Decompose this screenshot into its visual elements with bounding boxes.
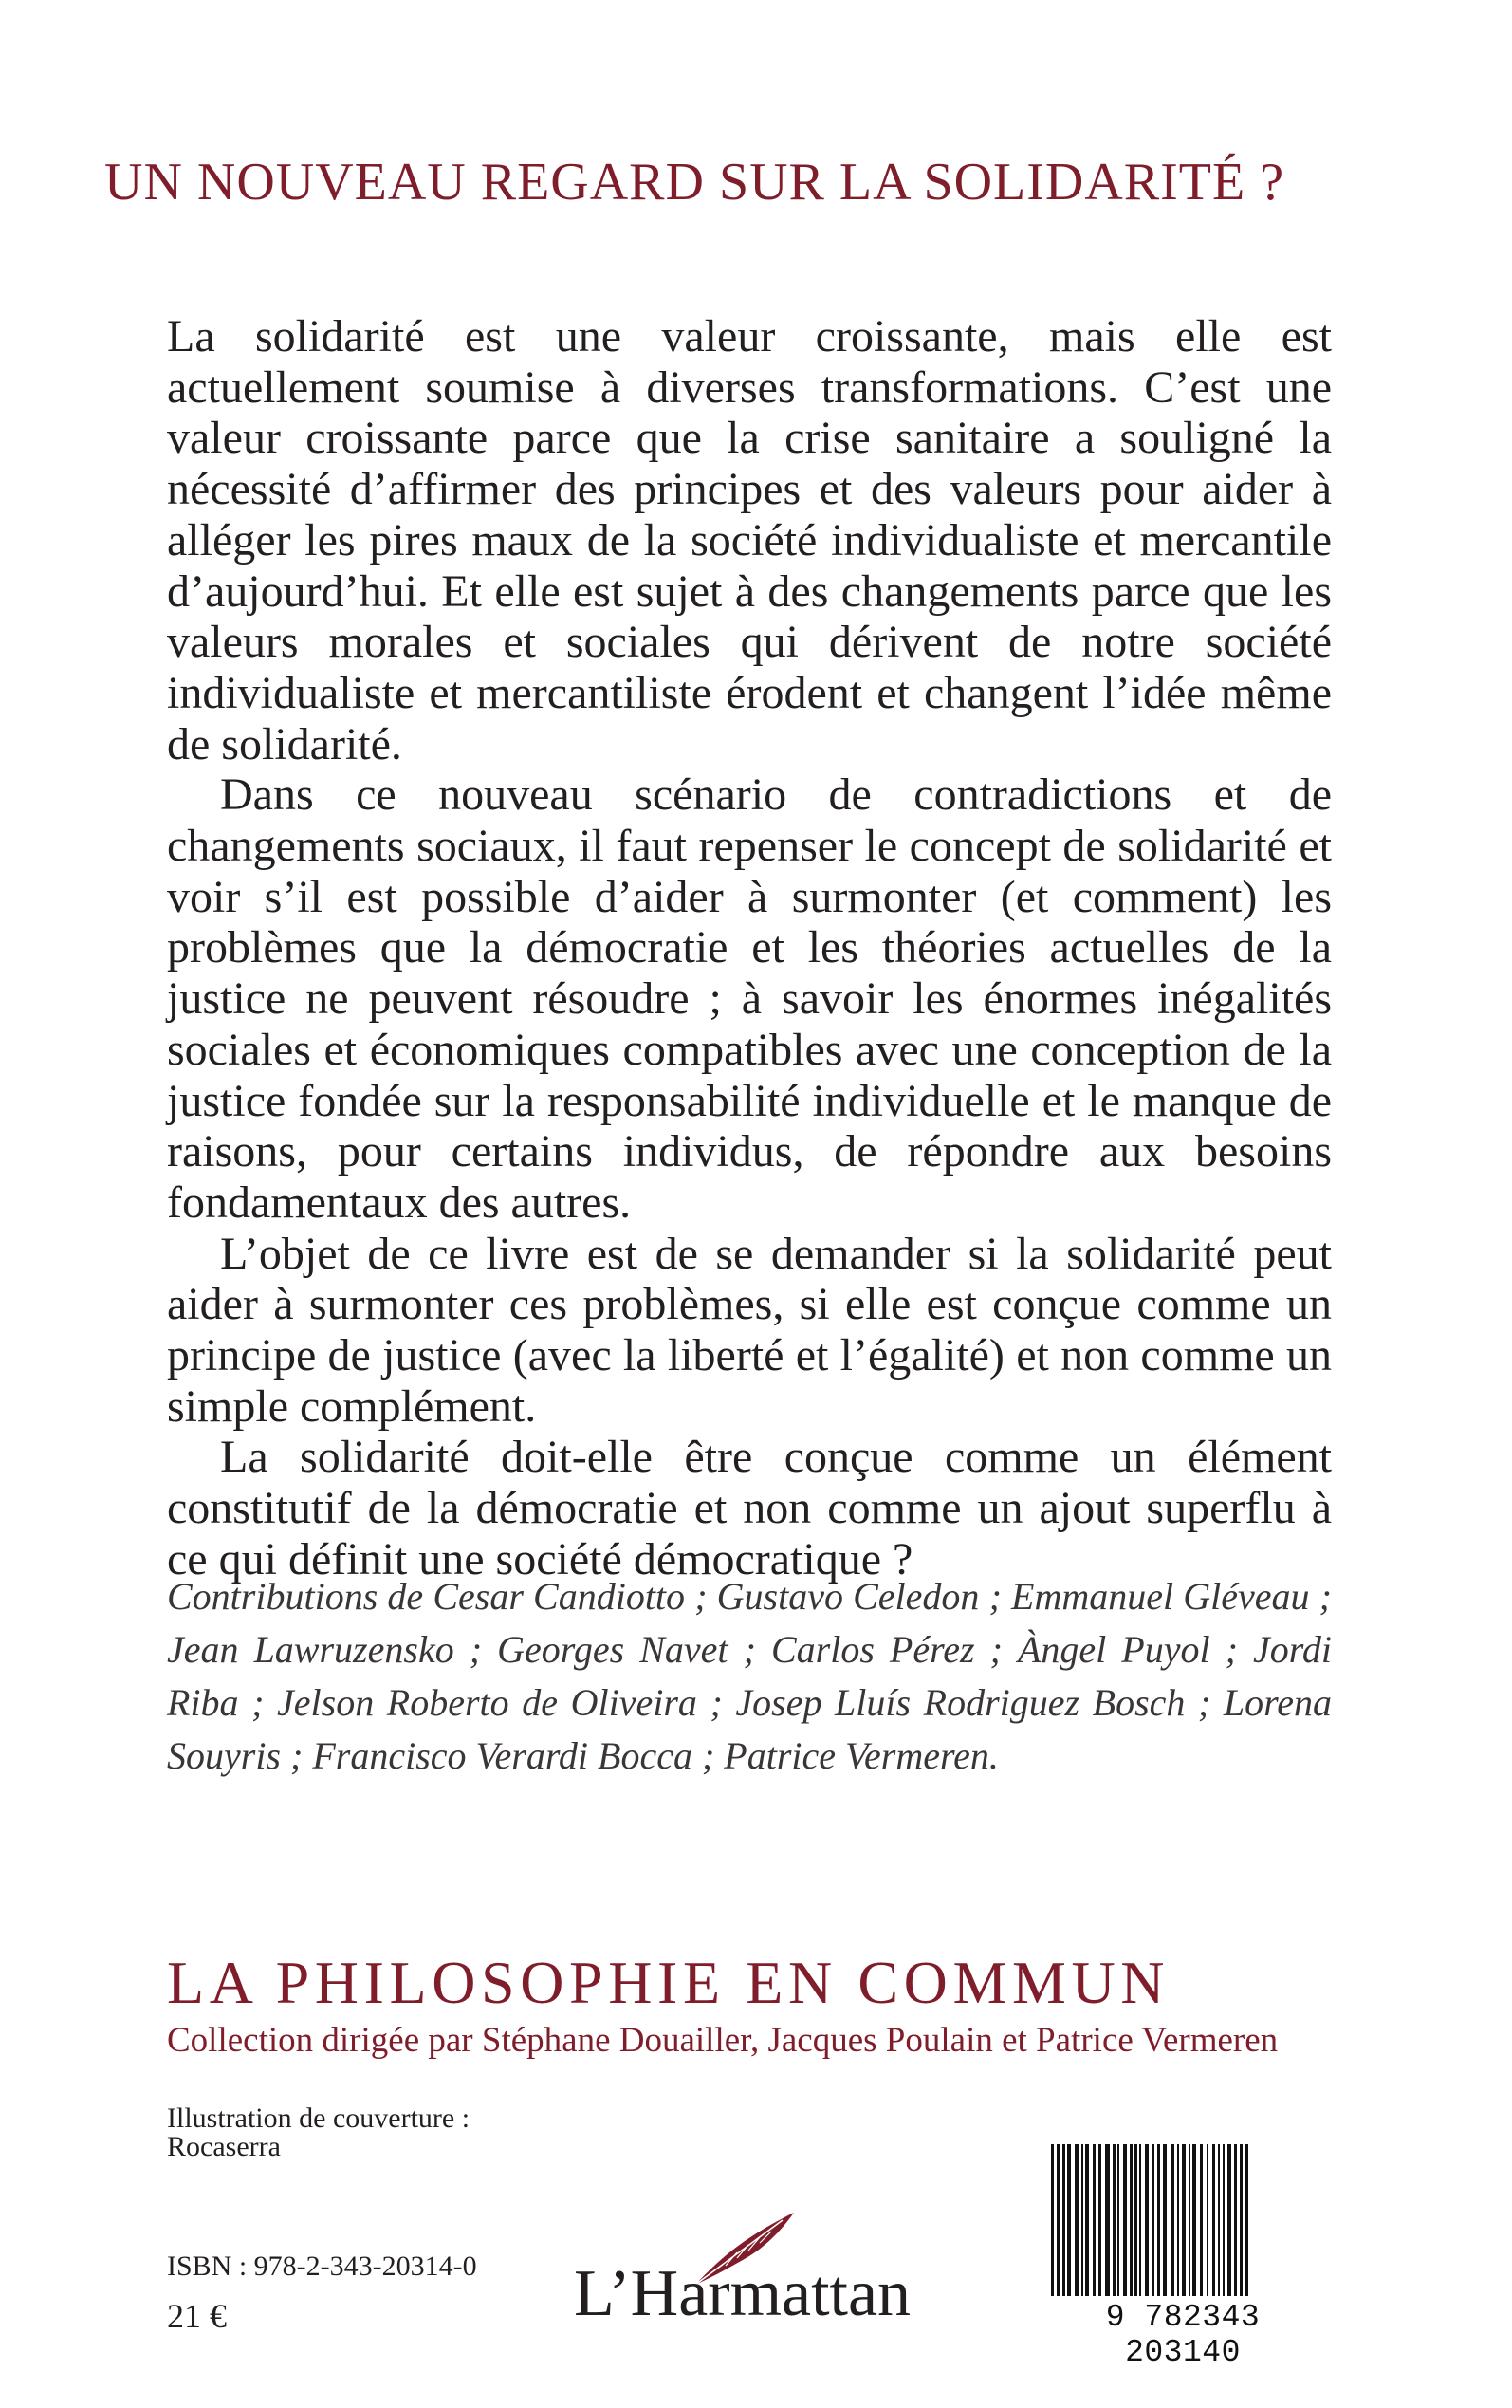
barcode-bar	[1117, 2144, 1119, 2296]
summary-paragraph: La solidarité doit-elle être conçue comme un élément constitutif de la démocratie et non comme un ajout superflu à ce qui définit une société démocratique ?	[167, 1432, 1332, 1584]
barcode-bar	[1130, 2144, 1133, 2296]
barcode-bar	[1093, 2144, 1096, 2296]
barcode-bar	[1163, 2144, 1167, 2296]
collection-block	[167, 1947, 1332, 2063]
barcode-bar	[1057, 2144, 1060, 2296]
barcode-bar	[1189, 2144, 1190, 2296]
price-label: 21 €	[167, 2297, 227, 2335]
summary-paragraph: L’objet de ce livre est de se demander si la solidarité peut aider à surmonter ces problèmes, si elle est conçue comme un principe de justice (avec la liberté et l’égalité) et non comme un simple complément.	[167, 1228, 1332, 1432]
barcode	[1040, 2140, 1326, 2370]
collection-name: LA PHILOSOPHIE EN COMMUN	[167, 1949, 1171, 2016]
barcode-bar	[1123, 2144, 1127, 2296]
barcode-bar	[1218, 2144, 1220, 2296]
summary-paragraph: Dans ce nouveau scénario de contradictions et de changements sociaux, il faut repenser le concept de solidarité et voir s’il est possible d’aider à surmonter (et comment) les problèmes que la démocratie et les théories actuelles de la justice ne peuvent résoudre ; à savoir les énormes inégalités sociales et économiques compatibles avec une conception de la justice fondée sur la responsabilité individuelle et le manque de raisons, pour certains individus, de répondre aux besoins fondamentaux des autres.	[167, 769, 1332, 1228]
barcode-bar	[1098, 2144, 1101, 2296]
publisher-logo	[574, 2211, 953, 2330]
barcode-bar	[1075, 2144, 1079, 2296]
illustration-label: Illustration de couverture :	[167, 2102, 470, 2134]
barcode-bar	[1157, 2144, 1160, 2296]
illustration-artist: Rocaserra	[167, 2131, 281, 2162]
barcode-bar	[1245, 2144, 1248, 2296]
barcode-bar	[1067, 2144, 1071, 2296]
isbn-number: ISBN : 978-2-343-20314-0	[167, 2251, 477, 2282]
barcode-bar	[1227, 2144, 1231, 2296]
summary-paragraph: La solidarité est une valeur croissante, mais elle est actuellement soumise à diverses transformations. C’est une valeur croissante parce que la crise sanitaire a souligné la nécessité d’affirmer des principes et des valeurs pour aider à alléger les pires maux de la société individualiste et mercantile d’aujourd’hui. Et elle est sujet à des changements parce que les valeurs morales et sociales qui dérivent de notre société individualiste et mercantiliste érodent et changent l’idée même de solidarité.	[167, 311, 1332, 769]
barcode-bar	[1192, 2144, 1196, 2296]
page-title: UN NOUVEAU REGARD SUR LA SOLIDARITÉ ?	[104, 153, 1285, 212]
barcode-bar	[1207, 2144, 1208, 2296]
barcode-bar	[1234, 2144, 1237, 2296]
barcode-bar	[1171, 2144, 1174, 2296]
barcode-bar	[1081, 2144, 1083, 2296]
barcode-bar	[1223, 2144, 1225, 2296]
barcode-bar	[1062, 2144, 1065, 2296]
barcode-bar	[1051, 2144, 1054, 2296]
barcode-bar	[1145, 2144, 1149, 2296]
barcode-bars	[1040, 2140, 1326, 2302]
publisher-name: L’Harmattan	[574, 2257, 912, 2330]
barcode-bar	[1212, 2144, 1215, 2296]
barcode-bar	[1134, 2144, 1137, 2296]
summary-text	[167, 311, 1332, 1585]
collection-directors: Collection dirigée par Stéphane Douailler, Jacques Poulain et Patrice Vermeren	[167, 2021, 1279, 2060]
barcode-bar	[1152, 2144, 1154, 2296]
contributors-list: Contributions de Cesar Candiotto ; Gustavo Celedon ; Emmanuel Gléveau ; Jean Lawruzensko ; Georges Navet ; Carlos Pérez ; Àngel Puyol ; Jordi Riba ; Jelson Roberto de Oliveira ; Josep Lluís Rodriguez Bosch ; Lorena Souyris ; Francisco Verardi Bocca ; Patrice Vermeren.	[167, 1575, 1332, 1777]
barcode-bar	[1182, 2144, 1186, 2296]
illustration-credit	[167, 2104, 641, 2161]
barcode-bar	[1113, 2144, 1116, 2296]
barcode-bar	[1177, 2144, 1179, 2296]
barcode-bar	[1105, 2144, 1110, 2296]
barcode-digits: 9 782343 203140	[1105, 2300, 1261, 2370]
barcode-bar	[1085, 2144, 1089, 2296]
barcode-bar	[1139, 2144, 1141, 2296]
barcode-bar	[1240, 2144, 1243, 2296]
barcode-bar	[1200, 2144, 1203, 2296]
